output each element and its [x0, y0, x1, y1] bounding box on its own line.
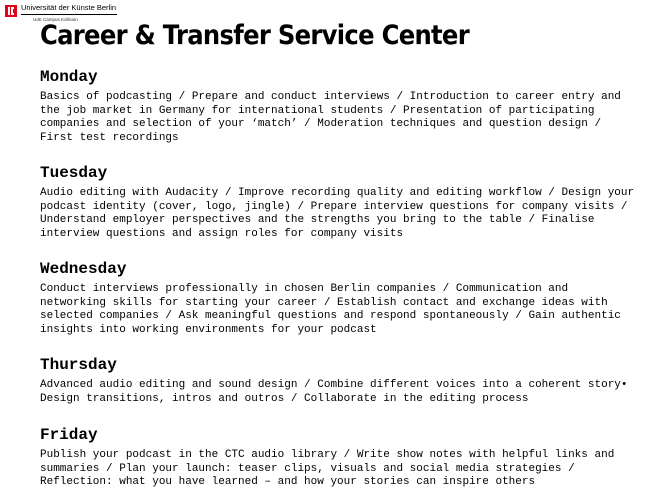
- logo-subtitle: UdK Campus Kollision: [33, 16, 78, 22]
- day-heading: Wednesday: [40, 260, 127, 278]
- logo-name: Universität der Künste Berlin: [21, 4, 117, 15]
- day-description: Audio editing with Audacity / Improve recording quality and editing workflow / Design your podcast identity (cover, logo, jingle) / Prepare interview questions for company visits / Understand employer perspectives and the strengths you bring to the table / Finalise interview questions and assign roles for company visits: [40, 187, 635, 240]
- day-section-thursday: [40, 356, 656, 406]
- day-heading: Tuesday: [40, 164, 108, 182]
- day-section-friday: [40, 426, 656, 490]
- page-title: Career & Transfer Service Center: [40, 20, 469, 51]
- day-section-wednesday: [40, 260, 656, 337]
- day-description: Advanced audio editing and sound design / Combine different voices into a coherent story• Design transitions, intros and outros / Collaborate in the editing process: [40, 379, 628, 405]
- day-section-tuesday: [40, 164, 656, 241]
- day-description: Publish your podcast in the CTC audio library / Write show notes with helpful links and summaries / Plan your launch: teaser clips, visuals and social media strategies / Reflection: what you have learned – and how your stories can inspire others: [40, 449, 615, 488]
- day-heading: Friday: [40, 426, 98, 444]
- day-heading: Monday: [40, 68, 98, 86]
- day-description: Conduct interviews professionally in chosen Berlin companies / Communication and networking skills for starting your career / Establish contact and exchange ideas with selected companies / Ask meaningful questions and respond spontaneously / Gain authentic insights into working environments for your podcast: [40, 283, 621, 336]
- day-section-monday: [40, 68, 656, 145]
- day-heading: Thursday: [40, 356, 117, 374]
- udk-logo-icon: [5, 5, 17, 17]
- day-description: Basics of podcasting / Prepare and conduct interviews / Introduction to career entry and the job market in Germany for international students / Presentation of participating companies and selection of your ‘match’ / Moderation techniques and question design / First test recordings: [40, 91, 621, 144]
